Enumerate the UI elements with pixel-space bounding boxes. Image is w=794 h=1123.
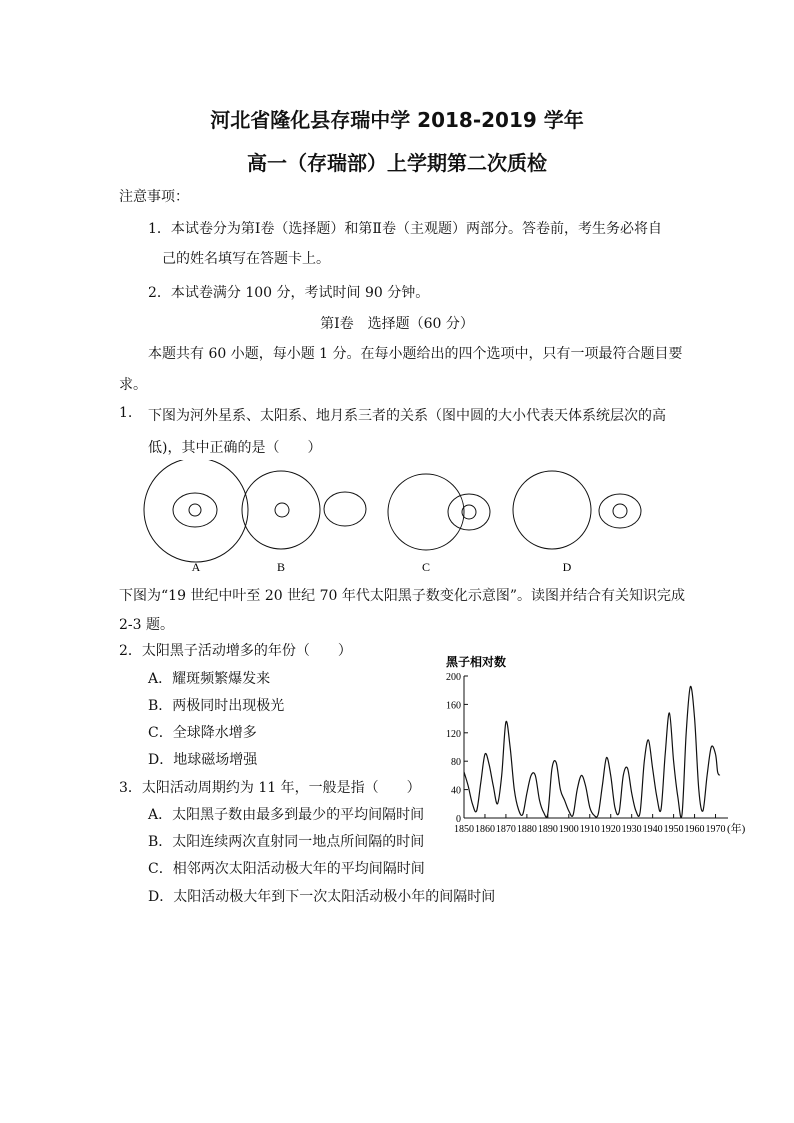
x-tick-label: 1930 — [621, 824, 642, 835]
chart-xunit: (年) — [727, 823, 746, 835]
passage-cont: 2-3 题。 — [119, 617, 174, 633]
section-title: 第Ⅰ卷 选择题（60 分） — [320, 316, 474, 332]
instructions: 本题共有 60 小题，每小题 1 分。在每小题给出的四个选项中，只有一项最符合题目要 — [148, 346, 683, 362]
series-line — [464, 686, 720, 817]
y-tick-label: 0 — [456, 814, 461, 825]
x-tick-label: 1850 — [454, 824, 474, 835]
chart-ticks — [446, 672, 726, 835]
option-d-label: D — [562, 560, 572, 574]
question-3-option-b: B．太阳连续两次直射同一地点所间隔的时间 — [148, 834, 425, 850]
chart-ylabel: 黑子相对数 — [446, 655, 507, 669]
question-1-stem: 下图为河外星系、太阳系、地月系三者的关系（图中圆的大小代表天体系统层次的高 — [148, 408, 666, 424]
x-tick-label: 1970 — [705, 824, 726, 835]
notice-item-1: 1．本试卷分为第Ⅰ卷（选择题）和第Ⅱ卷（主观题）两部分。答卷前，考生务必将自 — [148, 221, 662, 237]
page-title: 河北省隆化县存瑞中学 2018-2019 学年 — [210, 108, 584, 132]
x-tick-label: 1960 — [684, 824, 705, 835]
x-tick-label: 1940 — [642, 824, 663, 835]
x-tick-label: 1910 — [579, 824, 600, 835]
y-tick-label: 160 — [446, 700, 461, 712]
notice-item-2: 2．本试卷满分 100 分，考试时间 90 分钟。 — [148, 285, 430, 301]
x-tick-label: 1950 — [663, 824, 684, 835]
notice-heading: 注意事项： — [119, 189, 189, 205]
x-tick-label: 1920 — [600, 824, 621, 835]
question-3-option-c: C．相邻两次太阳活动极大年的平均间隔时间 — [148, 861, 425, 877]
question-3-stem: 3．太阳活动周期约为 11 年，一般是指（ ） — [119, 780, 421, 796]
x-tick-label: 1870 — [495, 824, 516, 835]
question-3-option-a: A．太阳黑子数由最多到最少的平均间隔时间 — [148, 807, 425, 823]
instructions-cont: 求。 — [119, 377, 147, 393]
option-a-label: A — [191, 560, 201, 574]
question-2-stem: 2．太阳黑子活动增多的年份（ ） — [119, 643, 352, 659]
notice-item-1-cont: 己的姓名填写在答题卡上。 — [162, 251, 330, 267]
question-2-option-d: D．地球磁场增强 — [148, 752, 258, 768]
y-tick-label: 80 — [451, 757, 461, 769]
question-2-option-b: B．两极同时出现极光 — [148, 698, 285, 714]
x-tick-label: 1900 — [558, 824, 579, 835]
question-1-stem-cont: 低)，其中正确的是（ ） — [148, 440, 322, 456]
option-b-label: B — [276, 560, 286, 574]
page-subtitle: 高一（存瑞部）上学期第二次质检 — [247, 151, 547, 175]
question-2-option-a: A．耀斑频繁爆发来 — [148, 671, 271, 687]
question-3-option-d: D．太阳活动极大年到下一次太阳活动极小年的间隔时间 — [148, 889, 496, 905]
option-c-label: C — [421, 560, 431, 574]
y-tick-label: 40 — [451, 785, 461, 797]
y-tick-label: 120 — [446, 728, 461, 740]
question-2-option-c: C．全球降水增多 — [148, 725, 257, 741]
question-1-number: 1. — [119, 405, 133, 421]
x-tick-label: 1860 — [474, 824, 495, 835]
x-tick-label: 1880 — [516, 824, 537, 835]
passage: 下图为“19 世纪中叶至 20 世纪 70 年代太阳黑子数变化示意图”。读图并结合有关知识完成 — [119, 588, 686, 604]
x-tick-label: 1890 — [537, 824, 558, 835]
y-tick-label: 200 — [446, 672, 461, 683]
